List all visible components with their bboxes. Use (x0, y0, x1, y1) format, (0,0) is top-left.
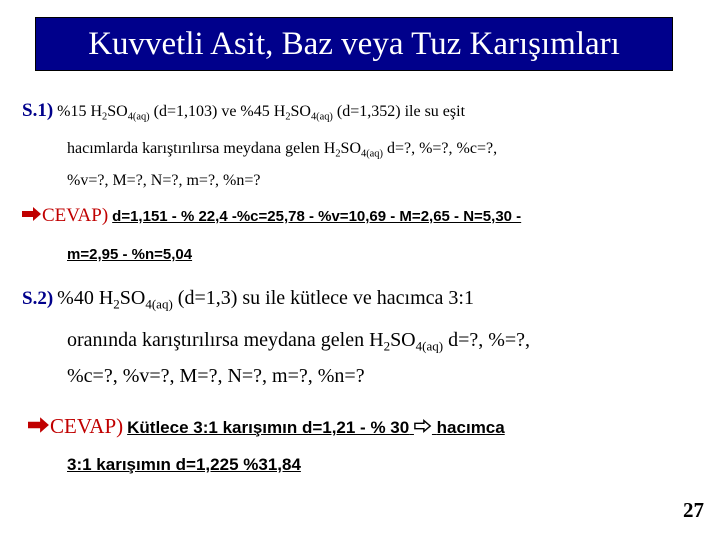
answer-2-text: Kütlece 3:1 karışımın d=1,21 - % 30 hacımca (127, 418, 505, 437)
answer-1-line-1 (22, 205, 521, 227)
question-1-line-1 (22, 100, 465, 122)
question-1-text: %15 $H_2SO_{4(aq)}$ (d=1,103) ve %45 $H_2SO_{4(aq)}$ (d=1,352) ile su eşit (57, 103, 466, 123)
question-1-line-3: %v=?, M=?, N=?, m=?, %n=? (67, 172, 261, 189)
right-arrow-icon (22, 207, 42, 221)
answer-1-text: d=1,151 - % 22,4 -%c=25,78 - %v=10,69 - M=2,65 - N=5,30 - (112, 208, 522, 225)
answer-1-label: CEVAP) (22, 205, 108, 226)
answer-2-line-1 (28, 414, 505, 439)
hollow-right-arrow-icon (414, 419, 432, 433)
question-1-line-2: hacımlarda karıştırılırsa meydana gelen $H_2SO_{4(aq)}$ d=?, %=?, %c=?, (67, 140, 498, 160)
question-2-label: S.2) (22, 288, 54, 309)
page-number: 27 (683, 498, 704, 522)
question-2-line-1 (22, 287, 474, 310)
title-banner (35, 17, 673, 71)
question-2-line-3: %c=?, %v=?, M=?, N=?, m=?, %n=? (67, 365, 365, 387)
right-arrow-icon (28, 417, 50, 433)
question-1-label: S.1) (22, 100, 54, 121)
answer-1-line-2: m=2,95 - %n=5,04 (67, 246, 193, 263)
answer-2-line-2: 3:1 karışımın d=1,225 %31,84 (67, 455, 301, 474)
question-2-line-2: oranında karıştırılırsa meydana gelen $H_2SO_{4(aq)}$ d=?, %=?, (67, 329, 531, 354)
slide-title: Kuvvetli Asit, Baz veya Tuz Karışımları (88, 25, 620, 62)
answer-2-label: CEVAP) (28, 414, 123, 438)
question-2-text: %40 $H_2SO_{4(aq)}$ (d=1,3) su ile kütlece ve hacımca 3:1 (57, 287, 474, 312)
